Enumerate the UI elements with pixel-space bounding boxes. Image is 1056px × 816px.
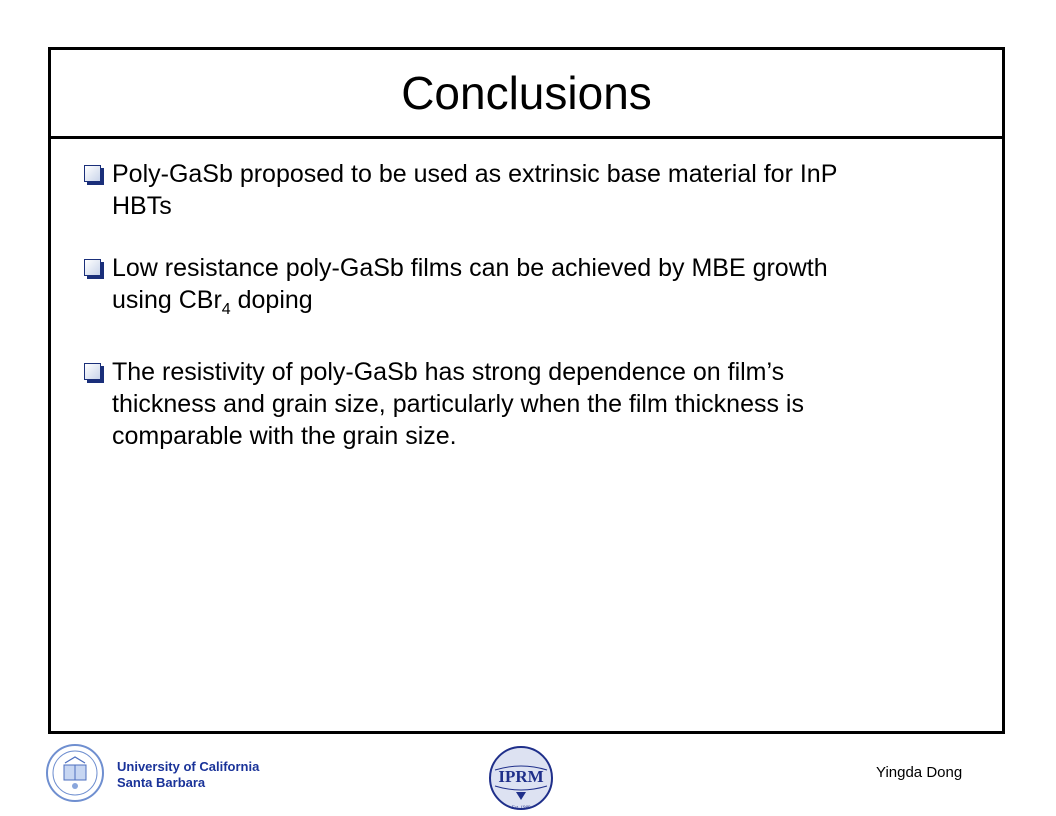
iprm-logo-text: IPRM	[498, 767, 544, 786]
bullet-list	[82, 158, 882, 482]
bullet-text: The resistivity of poly-GaSb has strong dependence on film’s thickness and grain size, particularly when the film thickness is comparable with the grain size.	[112, 358, 804, 450]
iprm-logo-icon	[487, 744, 555, 812]
bullet-item	[82, 252, 882, 326]
university-line-2: Santa Barbara	[117, 775, 206, 790]
page-title: Conclusions	[401, 67, 652, 119]
bullet-subscript: 4	[221, 301, 231, 318]
bullet-text-after: doping	[230, 286, 313, 314]
bullet-text: Low resistance poly-GaSb films can be achieved by MBE growth using CBr	[112, 254, 828, 314]
checkbox-bullet-icon	[84, 363, 101, 380]
checkbox-bullet-icon	[84, 259, 101, 276]
checkbox-bullet-icon	[84, 165, 101, 182]
university-name	[117, 759, 259, 791]
title-bar	[51, 50, 1002, 139]
bullet-text: Poly-GaSb proposed to be used as extrinsic base material for InP HBTs	[112, 160, 837, 220]
university-line-1: University of California	[117, 759, 260, 774]
bullet-item	[82, 158, 882, 222]
iprm-logo-est: Est. 1989	[511, 806, 531, 811]
author-name: Yingda Dong	[876, 764, 963, 781]
uc-seal-icon	[45, 743, 105, 803]
bullet-item	[82, 356, 882, 452]
